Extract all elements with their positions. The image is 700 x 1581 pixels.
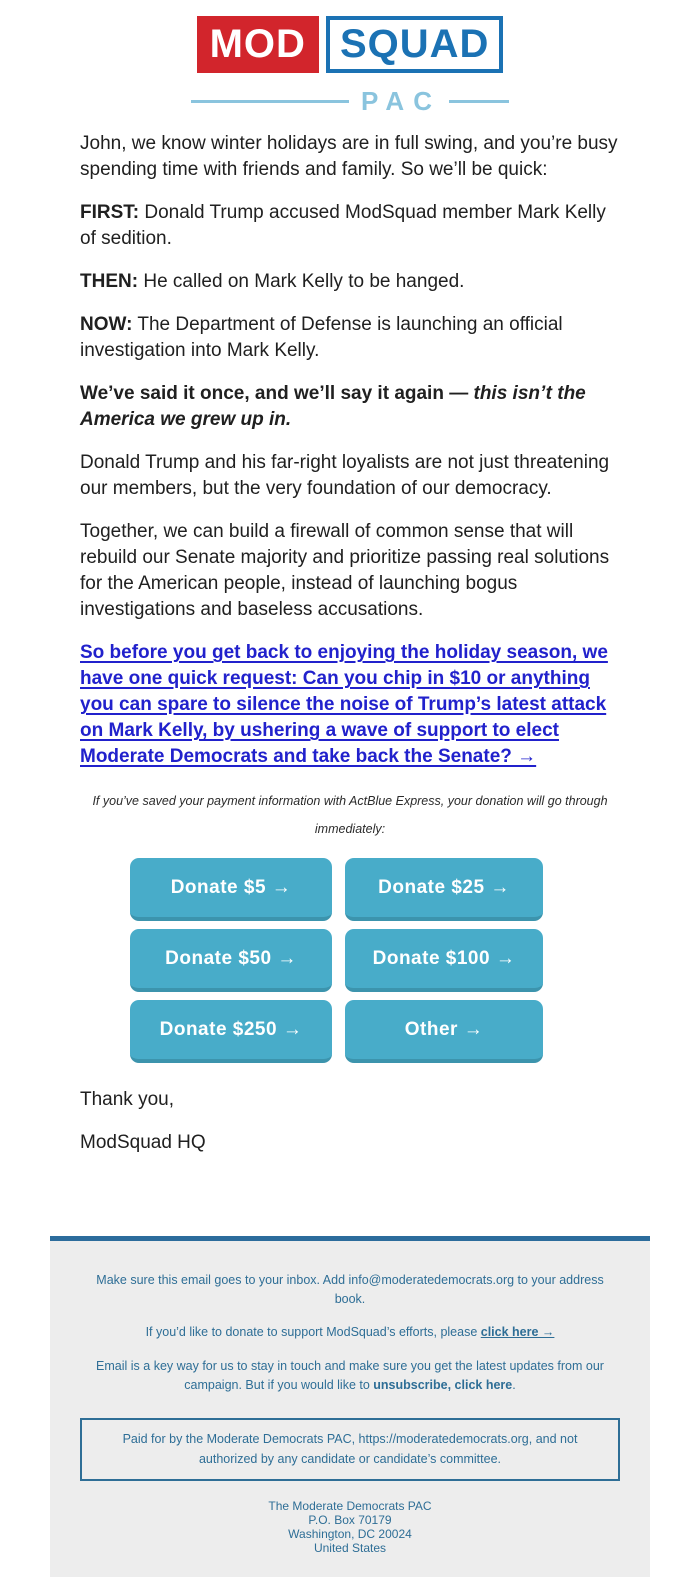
logo-pac-row xyxy=(191,86,509,117)
donate-25-button[interactable]: Donate $25 → xyxy=(345,858,543,921)
donate-5-button[interactable]: Donate $5 → xyxy=(130,858,332,921)
para-intro: John, we know winter holidays are in full swing, and you’re busy spending time with friends and family. So we’ll be quick: xyxy=(80,133,618,181)
para-now-label: NOW: xyxy=(80,314,133,336)
actblue-express-note: If you’ve saved your payment information with ActBlue Express, your donation will go through immediately: xyxy=(92,794,608,837)
footer-donate-line xyxy=(88,1323,612,1342)
para-now-text: The Department of Defense is launching an official investigation into Mark Kelly. xyxy=(80,314,563,362)
footer-unsubscribe-suffix: . xyxy=(512,1378,516,1393)
footer-unsubscribe-link[interactable]: unsubscribe, click here xyxy=(373,1378,513,1393)
address-org: The Moderate Democrats PAC xyxy=(268,1498,432,1513)
para-then-text: He called on Mark Kelly to be hanged. xyxy=(138,271,465,293)
para-said-bold-italic: this isn’t the America we grew up in. xyxy=(80,383,586,431)
para-together: Together, we can build a firewall of common sense that will rebuild our Senate majority and prioritize passing real solutions for the American people, instead of launching bogus investigations and baseless accusations. xyxy=(80,521,610,621)
donate-button-grid xyxy=(130,858,620,1063)
para-then-label: THEN: xyxy=(80,271,139,293)
footer-inbox-note: Make sure this email goes to your inbox. Add info@moderatedemocrats.org to your address book. xyxy=(96,1272,604,1307)
pac-right-line xyxy=(449,100,509,103)
logo-mod-box: MOD xyxy=(197,16,319,73)
footer-donate-click-here-link[interactable]: click here → xyxy=(480,1325,555,1340)
para-first-text: Donald Trump accused ModSquad member Mark Kelly of sedition. xyxy=(80,202,606,250)
donate-other-button[interactable]: Other → xyxy=(345,1000,543,1063)
signoff-thanks: Thank you, xyxy=(80,1088,174,1110)
para-said-bold: We’ve said it once, and we’ll say it again — xyxy=(80,383,474,405)
signoff-sender: ModSquad HQ xyxy=(80,1131,206,1153)
donate-100-button[interactable]: Donate $100 → xyxy=(345,929,543,992)
footer-unsubscribe-prefix: Email is a key way for us to stay in touch and make sure you get the latest updates from our campaign. But if you would like to xyxy=(96,1358,604,1393)
footer-donate-prefix: If you’d like to donate to support ModSquad’s efforts, please xyxy=(145,1325,481,1340)
email-content xyxy=(0,117,700,1156)
para-loyalists: Donald Trump and his far-right loyalists are not just threatening our members, but the very foundation of our democracy. xyxy=(80,452,610,500)
donate-250-button[interactable]: Donate $250 → xyxy=(130,1000,332,1063)
para-said xyxy=(80,381,620,433)
address-po-box: P.O. Box 70179 xyxy=(308,1512,392,1527)
para-now xyxy=(80,312,620,364)
para-first xyxy=(80,200,620,252)
logo-squad-box: SQUAD xyxy=(326,16,503,73)
paid-for-disclaimer-box: Paid for by the Moderate Democrats PAC, https://moderatedemocrats.org, and not authorized by any candidate or candidate’s committee. xyxy=(80,1418,620,1481)
postal-address-block xyxy=(50,1499,650,1556)
para-first-label: FIRST: xyxy=(80,202,140,224)
logo-wordmark xyxy=(197,16,504,73)
modsquad-pac-logo xyxy=(0,0,700,117)
email-footer xyxy=(50,1236,650,1578)
pac-left-line xyxy=(191,100,349,103)
para-then xyxy=(80,269,620,295)
address-country: United States xyxy=(313,1541,387,1556)
logo-pac-text: PAC xyxy=(361,86,441,116)
donate-50-button[interactable]: Donate $50 → xyxy=(130,929,332,992)
footer-unsubscribe-line xyxy=(88,1357,612,1396)
address-city: Washington, DC 20024 xyxy=(288,1527,412,1542)
donate-cta-link[interactable]: So before you get back to enjoying the holiday season, we have one quick request: Can you chip in $10 or anything you can spare to silence the noise of Trump’s latest attack on Mark Kelly, by ushering a wave of support to elect Moderate Democrats and take back the Senate? → xyxy=(80,642,608,768)
